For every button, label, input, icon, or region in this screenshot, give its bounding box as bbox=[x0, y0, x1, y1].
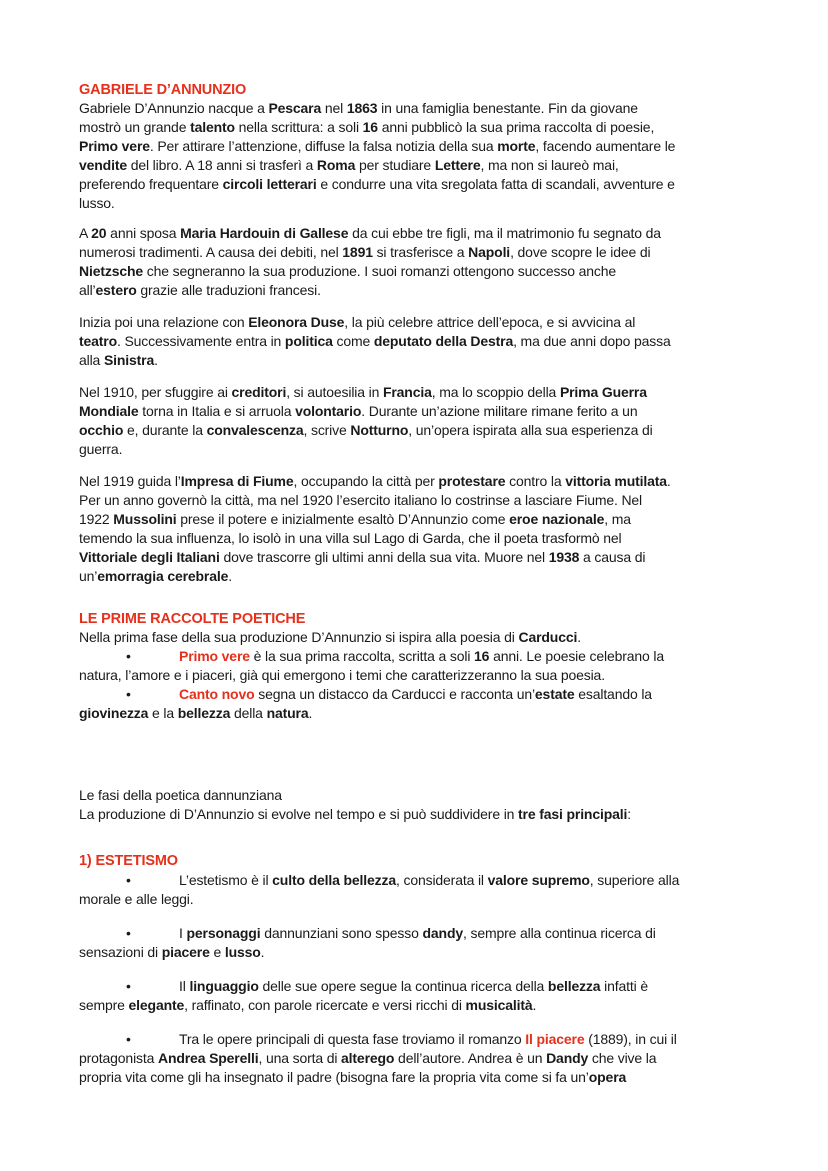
emphasis-text: 16 bbox=[474, 648, 490, 664]
emphasis-text: Andrea Sperelli bbox=[158, 1050, 259, 1066]
text-run: torna in Italia e si arruola bbox=[138, 403, 296, 419]
text-run: A bbox=[79, 225, 92, 241]
text-run: nella scrittura: a soli bbox=[234, 119, 363, 135]
paragraph-estetismo-4 bbox=[79, 1030, 779, 1087]
text-run: delle sue opere segue la continua ricerca della bbox=[258, 978, 548, 994]
emphasis-text: vittoria mutilata bbox=[565, 473, 667, 489]
text-run: che vive la propria vita come gli ha insegnato il padre (bisogna fare la propria vita come si fa un’ bbox=[79, 1050, 657, 1085]
emphasis-text: culto della bellezza bbox=[272, 872, 396, 888]
emphasis-text: Notturno bbox=[350, 422, 409, 438]
text-run: I bbox=[179, 925, 187, 941]
text-run: . bbox=[532, 997, 537, 1013]
text-run: . Successivamente entra in bbox=[117, 333, 285, 349]
emphasis-text: Francia bbox=[382, 384, 432, 400]
emphasis-text: Mussolini bbox=[113, 511, 177, 527]
text-run: , sempre alla continua ricerca di sensazioni di bbox=[79, 925, 656, 960]
text-run: Nel 1910, per sfuggire ai bbox=[79, 384, 232, 400]
emphasis-text: Impresa di Fiume bbox=[180, 473, 294, 489]
text-run: , la più celebre attrice dell’epoca, e si avvicina al bbox=[344, 314, 636, 330]
text-run: Nella prima fase della sua produzione D’Annunzio si ispira alla poesia di bbox=[79, 629, 519, 645]
section-heading-estetismo-heading bbox=[79, 852, 779, 871]
text-run: è la sua prima raccolta, scritta a soli bbox=[249, 648, 475, 664]
text-run: . Per un anno governò la città, ma nel 1920 l’esercito italiano lo costrinse a lasciare Fiume. Nel 1922 bbox=[79, 473, 671, 527]
text-run: , occupando la città per bbox=[293, 473, 439, 489]
emphasis-text: elegante bbox=[128, 997, 185, 1013]
paragraph-estetismo-3 bbox=[79, 977, 779, 1015]
emphasis-text: linguaggio bbox=[189, 978, 259, 994]
text-run: della bbox=[230, 705, 267, 721]
text-run: anni pubblicò la sua prima raccolta di poesie, bbox=[381, 119, 655, 135]
text-run: Il bbox=[179, 978, 190, 994]
section-heading-raccolte-heading bbox=[79, 610, 779, 629]
bullet-icon: • bbox=[126, 925, 131, 941]
text-run: . bbox=[260, 944, 265, 960]
text-run: , un’opera ispirata alla sua esperienza di guerra. bbox=[79, 422, 653, 457]
emphasis-text: circoli letterari bbox=[222, 176, 317, 192]
text-run: infatti è sempre bbox=[79, 978, 648, 1013]
text-run: L’estetismo è il bbox=[179, 872, 273, 888]
text-run: Inizia poi una relazione con bbox=[79, 314, 249, 330]
bullet-icon: • bbox=[126, 686, 131, 702]
text-run: , si autoesilia in bbox=[286, 384, 383, 400]
text-run: si trasferisce a bbox=[372, 244, 469, 260]
emphasis-text: lusso bbox=[224, 944, 261, 960]
emphasis-text: Pescara bbox=[268, 100, 322, 116]
emphasis-text: bellezza bbox=[177, 705, 231, 721]
emphasis-text: talento bbox=[190, 119, 235, 135]
text-run: che segneranno la sua produzione. I suoi romanzi ottengono successo anche all’ bbox=[79, 263, 617, 298]
text-run: , considerata il bbox=[396, 872, 488, 888]
text-run: GABRIELE D’ANNUNZIO bbox=[79, 82, 247, 98]
text-run: 1) ESTETISMO bbox=[79, 853, 178, 869]
emphasis-text: musicalità bbox=[465, 997, 533, 1013]
text-run: e, durante la bbox=[123, 422, 207, 438]
emphasis-text: Lettere bbox=[434, 157, 481, 173]
text-run: . bbox=[308, 705, 313, 721]
emphasis-text: vendite bbox=[79, 157, 127, 173]
paragraph-estetismo-1 bbox=[79, 871, 779, 909]
emphasis-text: Il piacere bbox=[525, 1031, 585, 1047]
emphasis-text: 20 bbox=[91, 225, 107, 241]
paragraph-bio-1 bbox=[79, 99, 779, 213]
text-run: , una sorta di bbox=[258, 1050, 342, 1066]
bullet-icon: • bbox=[126, 648, 131, 664]
text-run: nel bbox=[321, 100, 347, 116]
emphasis-text: bellezza bbox=[547, 978, 601, 994]
text-run: prese il potere e inizialmente esaltò D’Annunzio come bbox=[176, 511, 510, 527]
text-run: grazie alle traduzioni francesi. bbox=[136, 282, 321, 298]
paragraph-estetismo-2 bbox=[79, 924, 779, 962]
text-run: anni sposa bbox=[106, 225, 181, 241]
text-run: : bbox=[627, 806, 631, 822]
emphasis-text: morte bbox=[497, 138, 536, 154]
bullet-icon: • bbox=[126, 978, 131, 994]
text-run: . bbox=[228, 568, 232, 584]
emphasis-text: 16 bbox=[362, 119, 378, 135]
text-run: Nel 1919 guida l’ bbox=[79, 473, 181, 489]
emphasis-text: natura bbox=[266, 705, 309, 721]
emphasis-text: Napoli bbox=[468, 244, 511, 260]
emphasis-text: Nietzsche bbox=[79, 263, 144, 279]
emphasis-text: giovinezza bbox=[79, 705, 149, 721]
emphasis-text: politica bbox=[284, 333, 333, 349]
emphasis-text: alterego bbox=[341, 1050, 395, 1066]
emphasis-text: creditori bbox=[231, 384, 287, 400]
text-run: dove trascorre gli ultimi anni della sua vita. Muore nel bbox=[219, 549, 549, 565]
bullet-icon: • bbox=[126, 1031, 131, 1047]
text-run: esaltando la bbox=[578, 686, 652, 702]
text-run: contro la bbox=[505, 473, 566, 489]
emphasis-text: Primo vere bbox=[179, 648, 250, 664]
text-run: , ma non si laureò mai, preferendo frequentare bbox=[79, 157, 619, 192]
emphasis-text: Maria Hardouin di Gallese bbox=[180, 225, 349, 241]
text-run: dell’autore. Andrea è un bbox=[394, 1050, 547, 1066]
text-run: . Per attirare l’attenzione, diffuse la falsa notizia della sua bbox=[149, 138, 498, 154]
emphasis-text: Prima Guerra Mondiale bbox=[79, 384, 647, 419]
emphasis-text: Sinistra bbox=[103, 352, 155, 368]
paragraph-bio-2 bbox=[79, 224, 779, 300]
emphasis-text: Dandy bbox=[546, 1050, 589, 1066]
emphasis-text: 1891 bbox=[342, 244, 373, 260]
emphasis-text: tre fasi principali bbox=[518, 806, 628, 822]
text-run: (1889), in cui il protagonista bbox=[79, 1031, 677, 1066]
text-run: , superiore alla morale e alle leggi. bbox=[79, 872, 680, 907]
text-run: Gabriele D’Annunzio nacque a bbox=[79, 100, 269, 116]
text-run: Tra le opere principali di questa fase troviamo il romanzo bbox=[179, 1031, 526, 1047]
text-run: , dove scopre le idee di bbox=[510, 244, 651, 260]
text-run: dannunziani sono spesso bbox=[260, 925, 423, 941]
emphasis-text: Roma bbox=[316, 157, 356, 173]
text-run: da cui ebbe tre figli, ma il matrimonio fu segnato da numerosi tradimenti. A causa dei debiti, nel bbox=[79, 225, 661, 260]
emphasis-text: 1938 bbox=[548, 549, 580, 565]
text-run: , raffinato, con parole ricercate e versi ricchi di bbox=[184, 997, 466, 1013]
paragraph-raccolte bbox=[79, 628, 779, 723]
emphasis-text: piacere bbox=[161, 944, 210, 960]
emphasis-text: estero bbox=[95, 282, 137, 298]
emphasis-text: estate bbox=[534, 686, 575, 702]
text-run: , ma lo scoppio della bbox=[431, 384, 560, 400]
emphasis-text: teatro bbox=[79, 333, 117, 349]
text-run: per studiare bbox=[355, 157, 435, 173]
paragraph-fasi bbox=[79, 786, 779, 824]
emphasis-text: Primo vere bbox=[79, 138, 150, 154]
text-run: Le fasi della poetica dannunziana La produzione di D’Annunzio si evolve nel tempo e si può suddividere in bbox=[79, 787, 515, 822]
text-run: , facendo aumentare le bbox=[535, 138, 676, 154]
text-run: anni. Le poesie celebrano la natura, l’amore e i piaceri, già qui emergono i temi che caratterizzeranno la sua poesia. bbox=[79, 648, 664, 683]
text-run: come bbox=[332, 333, 374, 349]
text-run: , ma temendo la sua influenza, lo isolò in una villa sul Lago di Garda, che il poeta trasformò nel bbox=[79, 511, 631, 546]
text-run: in una famiglia benestante. Fin da giovane mostrò un grande bbox=[79, 100, 638, 135]
text-run: e la bbox=[148, 705, 178, 721]
emphasis-text: volontario bbox=[295, 403, 362, 419]
section-heading-title bbox=[79, 81, 779, 100]
text-run: del libro. A 18 anni si trasferì a bbox=[126, 157, 317, 173]
emphasis-text: personaggi bbox=[186, 925, 261, 941]
emphasis-text: occhio bbox=[79, 422, 124, 438]
text-run: . bbox=[577, 629, 581, 645]
bullet-icon: • bbox=[126, 872, 131, 888]
emphasis-text: opera bbox=[588, 1069, 627, 1085]
text-run: LE PRIME RACCOLTE POETICHE bbox=[79, 611, 306, 627]
text-run: , scrive bbox=[303, 422, 351, 438]
emphasis-text: Eleonora Duse bbox=[248, 314, 345, 330]
paragraph-bio-4 bbox=[79, 383, 779, 459]
paragraph-bio-5 bbox=[79, 472, 779, 586]
text-run: , ma due anni dopo passa alla bbox=[79, 333, 671, 368]
text-run: e bbox=[209, 944, 225, 960]
emphasis-text: valore supremo bbox=[487, 872, 590, 888]
emphasis-text: 1863 bbox=[346, 100, 378, 116]
text-run: a causa di un’ bbox=[79, 549, 646, 584]
emphasis-text: protestare bbox=[438, 473, 506, 489]
paragraph-bio-3 bbox=[79, 313, 779, 370]
text-run: e condurre una vita sregolata fatta di scandali, avventure e lusso. bbox=[79, 176, 675, 211]
emphasis-text: Vittoriale degli Italiani bbox=[79, 549, 220, 565]
emphasis-text: convalescenza bbox=[206, 422, 304, 438]
text-run: . Durante un’azione militare rimane ferito a un bbox=[361, 403, 638, 419]
emphasis-text: eroe nazionale bbox=[509, 511, 605, 527]
emphasis-text: Canto novo bbox=[179, 686, 255, 702]
emphasis-text: deputato della Destra bbox=[373, 333, 514, 349]
emphasis-text: dandy bbox=[422, 925, 463, 941]
emphasis-text: emorragia cerebrale bbox=[97, 568, 229, 584]
emphasis-text: Carducci bbox=[518, 629, 578, 645]
text-run: segna un distacco da Carducci e racconta un’ bbox=[254, 686, 535, 702]
text-run: . bbox=[154, 352, 158, 368]
